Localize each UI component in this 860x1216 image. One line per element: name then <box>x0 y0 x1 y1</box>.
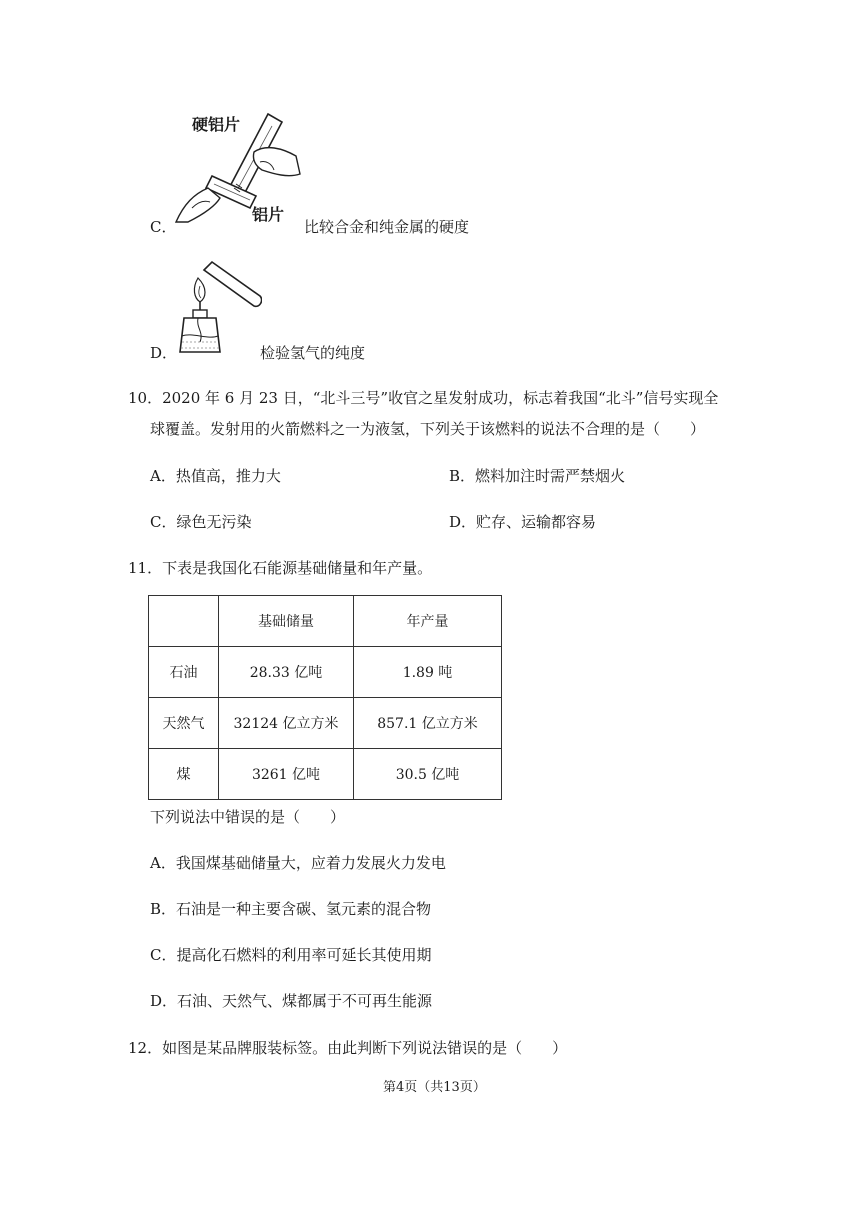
option-c-letter: C． <box>150 218 177 236</box>
table-row <box>149 698 502 749</box>
hydrogen-purity-figure <box>176 258 262 356</box>
option-d-text: 检验氢气的纯度 <box>260 344 366 362</box>
table-header-cell: 年产量 <box>354 596 502 647</box>
table-cell: 3261 亿吨 <box>219 749 354 800</box>
q11-option-a: A．我国煤基础储量大，应着力发展火力发电 <box>150 854 446 872</box>
q11-option-c: C．提高化石燃料的利用率可延长其使用期 <box>150 946 432 964</box>
q11-option-d: D．石油、天然气、煤都属于不可再生能源 <box>150 992 433 1010</box>
q12-stem: 12．如图是某品牌服装标签。由此判断下列说法错误的是（ ） <box>128 1039 568 1057</box>
page-number: 第4页（共13页） <box>383 1080 486 1095</box>
q10-option-a: A．热值高，推力大 <box>150 467 281 485</box>
q10-stem-line2: 球覆盖。发射用的火箭燃料之一为液氢，下列关于该燃料的说法不合理的是（ ） <box>150 420 706 438</box>
table-header-cell: 基础储量 <box>219 596 354 647</box>
table-row <box>149 647 502 698</box>
q11-prompt: 下列说法中错误的是（ ） <box>150 808 346 826</box>
table-cell: 石油 <box>149 647 219 698</box>
hardness-comparison-figure <box>170 104 305 226</box>
table-cell: 1.89 吨 <box>354 647 502 698</box>
fossil-energy-table <box>148 595 502 800</box>
table-cell: 857.1 亿立方米 <box>354 698 502 749</box>
q10-option-d: D．贮存、运输都容易 <box>449 513 597 531</box>
q11-option-b: B．石油是一种主要含碳、氢元素的混合物 <box>150 900 432 918</box>
option-c-text: 比较合金和纯金属的硬度 <box>304 218 470 236</box>
table-cell: 32124 亿立方米 <box>219 698 354 749</box>
table-header-cell <box>149 596 219 647</box>
hard-aluminum-label: 硬铝片 <box>192 115 241 134</box>
table-cell: 天然气 <box>149 698 219 749</box>
table-cell: 28.33 亿吨 <box>219 647 354 698</box>
table-row <box>149 749 502 800</box>
q10-option-c: C．绿色无污染 <box>150 513 252 531</box>
alcohol-lamp-test-tube-illustration <box>176 258 262 356</box>
option-d-letter: D． <box>150 344 178 362</box>
q10-stem-line1: 10．2020 年 6 月 23 日，“北斗三号”收官之星发射成功，标志着我国“北斗”信号实现全 <box>128 389 719 407</box>
q11-stem: 11．下表是我国化石能源基础储量和年产量。 <box>128 559 433 577</box>
q10-option-b: B．燃料加注时需严禁烟火 <box>449 467 626 485</box>
table-cell: 煤 <box>149 749 219 800</box>
table-header-row <box>149 596 502 647</box>
table-cell: 30.5 亿吨 <box>354 749 502 800</box>
aluminum-label: 铝片 <box>252 205 285 224</box>
